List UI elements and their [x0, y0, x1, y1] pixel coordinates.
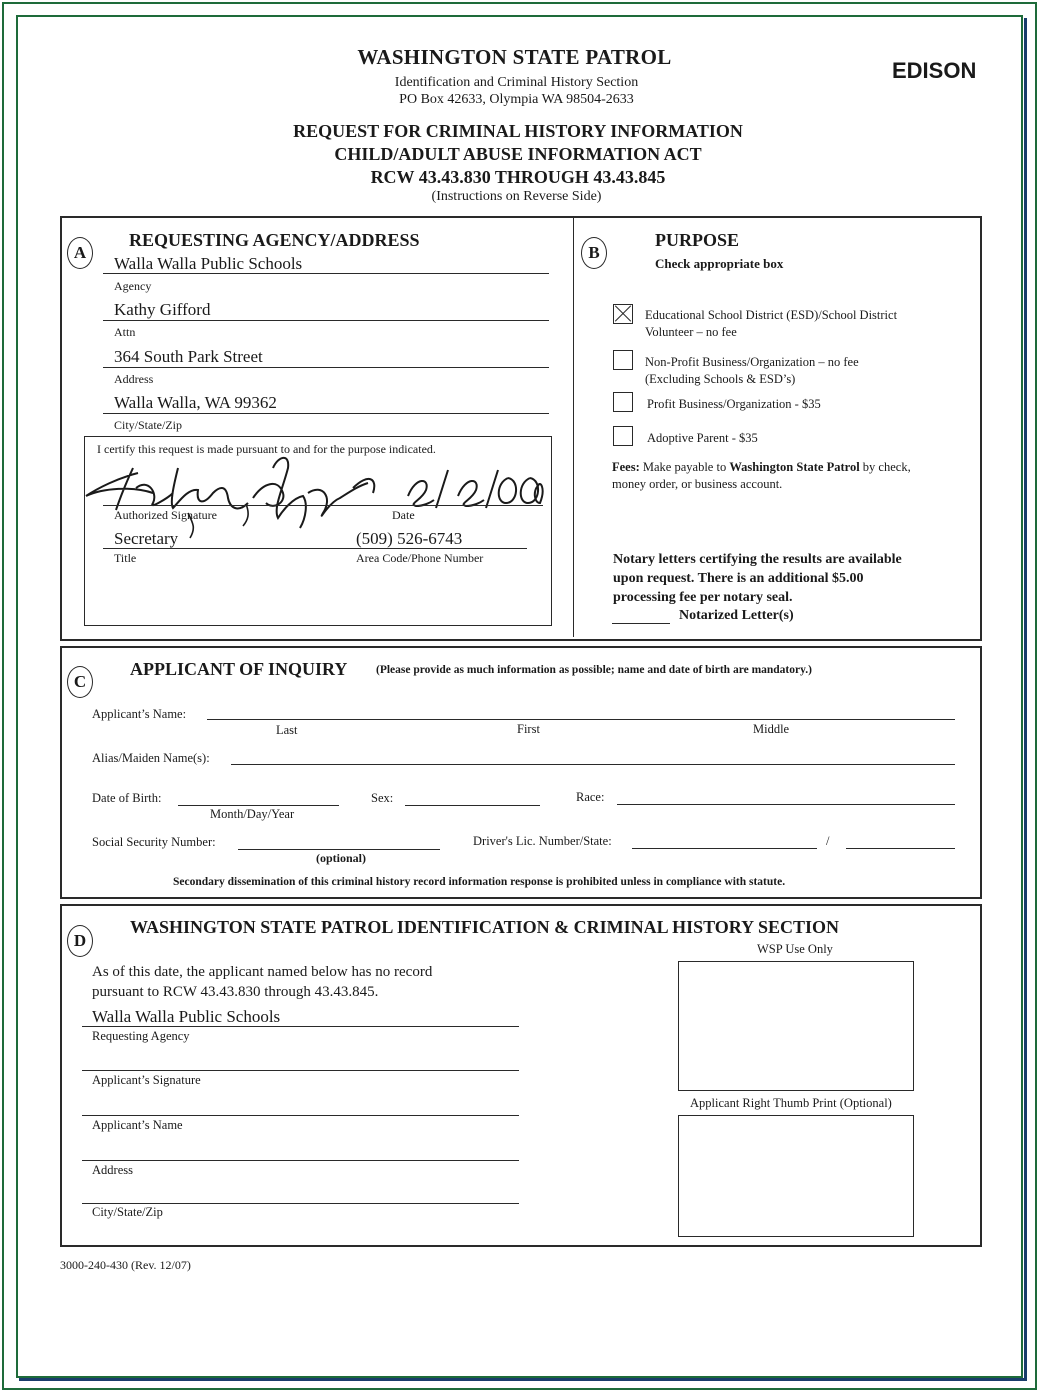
thumb-print-box[interactable]	[678, 1115, 914, 1237]
edison-stamp: EDISON	[892, 58, 977, 83]
dl-label: Driver's Lic. Number/State:	[473, 834, 612, 848]
title-value[interactable]: Secretary	[114, 529, 179, 548]
middle-name-label: Middle	[753, 722, 790, 736]
d-agency-label: Requesting Agency	[92, 1029, 190, 1043]
address-value[interactable]: 364 South Park Street	[114, 347, 263, 366]
dob-field[interactable]	[178, 805, 339, 806]
race-label: Race:	[576, 790, 605, 804]
dob-format-label: Month/Day/Year	[210, 807, 295, 821]
address-line	[103, 367, 549, 368]
nonprofit-option-label: Non-Profit Business/Organization – no fee (Excluding Schools & ESD’s)	[645, 355, 859, 386]
profit-checkbox[interactable]	[613, 392, 633, 412]
form-number: 3000-240-430 (Rev. 12/07)	[60, 1258, 191, 1272]
esd-checkbox[interactable]	[613, 304, 633, 324]
alias-label: Alias/Maiden Name(s):	[92, 751, 210, 765]
signature-label: Authorized Signature	[114, 508, 217, 522]
attn-value[interactable]: Kathy Gifford	[114, 300, 211, 319]
section-c-title: APPLICANT OF INQUIRY	[130, 659, 348, 679]
agency-label: Agency	[114, 279, 152, 293]
ssn-field[interactable]	[238, 849, 440, 850]
city-label: City/State/Zip	[114, 418, 182, 432]
attn-label: Attn	[114, 325, 136, 339]
esd-option-label: Educational School District (ESD)/School District Volunteer – no fee	[645, 308, 898, 339]
sex-field[interactable]	[405, 805, 540, 806]
notary-note: Notary letters certifying the results are available upon request. There is an additional $5.00 processing fee per notary seal.	[613, 552, 902, 605]
section-b-marker: B	[581, 237, 607, 269]
dl-state-field[interactable]	[846, 848, 955, 849]
d-agency-value[interactable]: Walla Walla Public Schools	[92, 1007, 281, 1026]
no-record-statement-1: As of this date, the applicant named below has no record	[92, 964, 433, 980]
phone-label: Area Code/Phone Number	[356, 551, 484, 565]
dl-number-field[interactable]	[632, 848, 817, 849]
section-d-marker: D	[67, 925, 93, 957]
profit-option-label: Profit Business/Organization - $35	[647, 397, 821, 411]
ssn-label: Social Security Number:	[92, 835, 216, 849]
section-b-title: PURPOSE	[655, 230, 740, 250]
dl-separator: /	[826, 834, 830, 848]
d-applicant-name-label: Applicant’s Name	[92, 1118, 183, 1132]
section-name: Identification and Criminal History Section	[394, 75, 639, 90]
last-name-label: Last	[276, 723, 298, 737]
dissemination-disclaimer: Secondary dissemination of this criminal history record information response is prohibited unless in compliance with statute.	[173, 876, 786, 888]
d-address-field[interactable]	[82, 1160, 519, 1161]
d-applicant-name-field[interactable]	[82, 1115, 519, 1116]
notarized-letters-label: Notarized Letter(s)	[679, 608, 794, 623]
address-label: Address	[114, 372, 154, 386]
phone-value[interactable]: (509) 526-6743	[356, 529, 463, 548]
d-city-label: City/State/Zip	[92, 1205, 163, 1219]
section-c-subtitle: (Please provide as much information as possible; name and date of birth are mandatory.)	[376, 664, 812, 676]
agency-line	[103, 273, 549, 274]
adoptive-checkbox[interactable]	[613, 426, 633, 446]
city-line	[103, 413, 549, 414]
dob-label: Date of Birth:	[92, 791, 162, 805]
applicant-signature-label: Applicant’s Signature	[92, 1073, 201, 1087]
ssn-optional-label: (optional)	[316, 851, 367, 865]
applicant-signature-field[interactable]	[82, 1070, 519, 1071]
d-address-label: Address	[92, 1163, 133, 1177]
first-name-label: First	[517, 722, 540, 736]
nonprofit-checkbox[interactable]	[613, 350, 633, 370]
adoptive-option-label: Adoptive Parent - $35	[647, 431, 758, 445]
agency-address: PO Box 42633, Olympia WA 98504-2633	[399, 92, 634, 107]
city-value[interactable]: Walla Walla, WA 99362	[114, 393, 277, 412]
section-c-marker: C	[67, 666, 93, 698]
section-d-title: WASHINGTON STATE PATROL IDENTIFICATION & CRIMINAL HISTORY SECTION	[130, 917, 840, 937]
section-c-box	[60, 646, 982, 899]
certify-statement: I certify this request is made pursuant to and for the purpose indicated.	[97, 442, 436, 456]
wsp-use-label: WSP Use Only	[757, 942, 833, 956]
wsp-use-box	[678, 961, 914, 1091]
agency-value[interactable]: Walla Walla Public Schools	[114, 254, 303, 273]
alias-field[interactable]	[231, 764, 955, 765]
section-ab-divider	[573, 218, 574, 637]
d-city-field[interactable]	[82, 1203, 519, 1204]
notarized-count-line[interactable]	[612, 623, 670, 624]
form-title-3: RCW 43.43.830 THROUGH 43.43.845	[370, 167, 666, 187]
applicant-name-field[interactable]	[207, 719, 955, 720]
signature-line	[103, 505, 543, 506]
agency-title: WASHINGTON STATE PATROL	[357, 45, 672, 69]
form-title-1: REQUEST FOR CRIMINAL HISTORY INFORMATION	[293, 121, 743, 141]
attn-line	[103, 320, 549, 321]
thumb-print-label: Applicant Right Thumb Print (Optional)	[690, 1096, 892, 1110]
no-record-statement-2: pursuant to RCW 43.43.830 through 43.43.845.	[92, 984, 379, 1000]
applicant-name-label: Applicant’s Name:	[92, 707, 187, 721]
section-b-subtitle: Check appropriate box	[655, 256, 784, 271]
race-field[interactable]	[617, 804, 955, 805]
fees-note: Fees: Make payable to Washington State Patrol by check, money order, or business account.	[612, 460, 911, 491]
title-phone-line	[103, 548, 527, 549]
form-title-2: CHILD/ADULT ABUSE INFORMATION ACT	[334, 144, 702, 164]
section-a-marker: A	[67, 237, 93, 269]
section-a-title: REQUESTING AGENCY/ADDRESS	[129, 230, 420, 250]
sex-label: Sex:	[371, 791, 394, 805]
date-label: Date	[392, 508, 415, 522]
d-agency-line	[82, 1026, 519, 1027]
instructions-note: (Instructions on Reverse Side)	[431, 189, 602, 204]
title-label: Title	[114, 551, 137, 565]
